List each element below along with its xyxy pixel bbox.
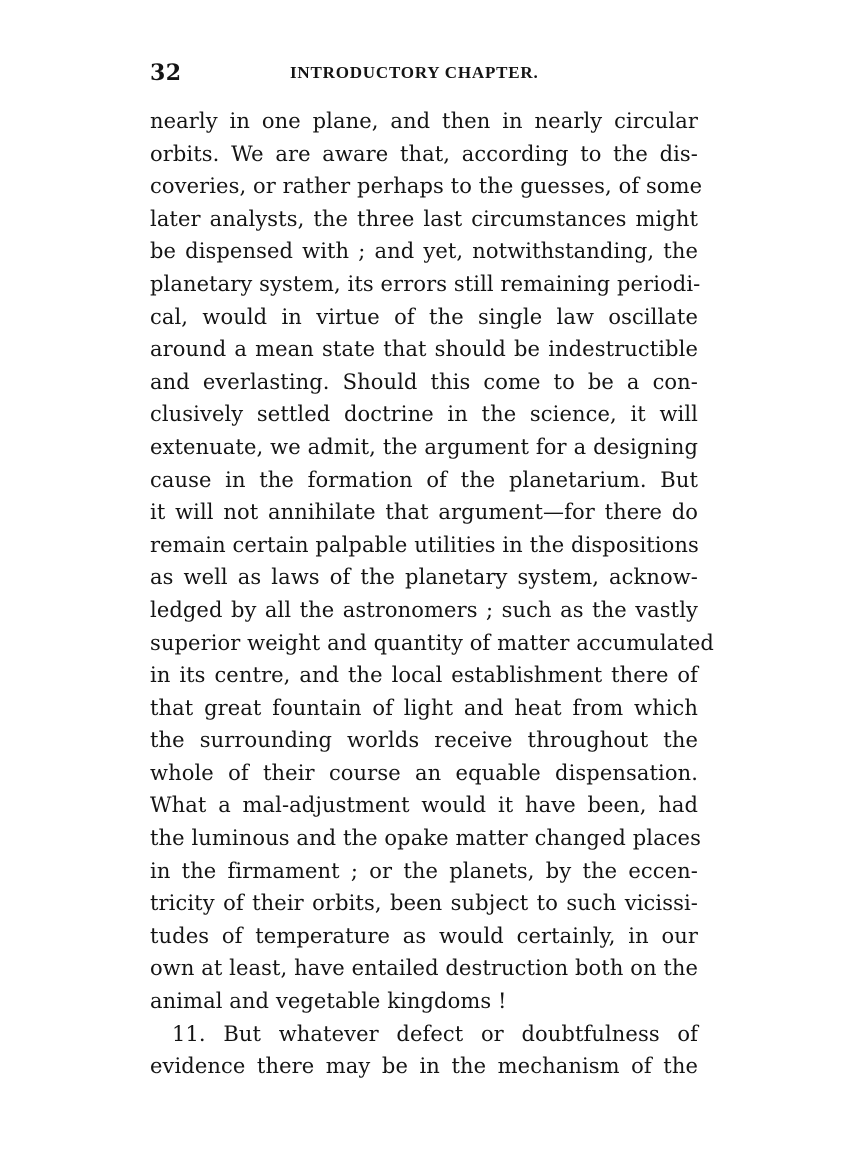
text-line: it will not annihilate that argument—for there do bbox=[150, 500, 698, 525]
text-line: be dispensed with ; and yet, notwithstanding, the bbox=[150, 239, 698, 264]
running-head: INTRODUCTORY CHAPTER. bbox=[290, 63, 539, 82]
body-text bbox=[150, 105, 714, 1083]
page-header bbox=[150, 60, 700, 90]
text-line: extenuate, we admit, the argument for a designing bbox=[150, 434, 698, 459]
text-line: the luminous and the opake matter changed places bbox=[150, 826, 701, 851]
section-start-line: 11. But whatever defect or doubtfulness of bbox=[172, 1021, 698, 1046]
text-line: superior weight and quantity of matter accumulated bbox=[150, 630, 714, 655]
text-line: in the firmament ; or the planets, by the eccen- bbox=[150, 858, 698, 883]
text-line: in its centre, and the local establishment there of bbox=[150, 663, 698, 688]
text-line: orbits. We are aware that, according to the dis- bbox=[150, 141, 698, 166]
paragraph-end-line: animal and vegetable kingdoms ! bbox=[150, 989, 507, 1014]
text-line: tricity of their orbits, been subject to such vicissi- bbox=[150, 891, 698, 916]
text-line: later analysts, the three last circumstances might bbox=[150, 206, 698, 231]
text-line: evidence there may be in the mechanism of the bbox=[150, 1054, 698, 1079]
text-line: ledged by all the astronomers ; such as the vastly bbox=[150, 597, 698, 622]
text-line: nearly in one plane, and then in nearly circular bbox=[150, 109, 698, 133]
text-line: the surrounding worlds receive throughout the bbox=[150, 728, 698, 753]
text-line: remain certain palpable utilities in the dispositions bbox=[150, 532, 699, 557]
text-line: cal, would in virtue of the single law oscillate bbox=[150, 304, 698, 329]
text-line: and everlasting. Should this come to be a con- bbox=[150, 369, 698, 394]
text-line: whole of their course an equable dispensation. bbox=[150, 760, 698, 785]
text-line: own at least, have entailed destruction both on the bbox=[150, 956, 699, 981]
text-line: planetary system, its errors still remaining periodi- bbox=[150, 271, 701, 296]
text-line: that great fountain of light and heat from which bbox=[150, 695, 698, 720]
page-number: 32 bbox=[150, 60, 182, 86]
text-line: as well as laws of the planetary system, acknow- bbox=[150, 565, 698, 590]
text-line: tudes of temperature as would certainly, in our bbox=[150, 923, 698, 948]
text-line: cause in the formation of the planetarium. But bbox=[150, 467, 698, 492]
text-line: coveries, or rather perhaps to the guesses, of some bbox=[150, 174, 703, 199]
text-line: What a mal-adjustment would it have been, had bbox=[150, 793, 698, 818]
text-line: around a mean state that should be indestructible bbox=[150, 337, 698, 362]
text-line: clusively settled doctrine in the science, it will bbox=[150, 402, 698, 427]
